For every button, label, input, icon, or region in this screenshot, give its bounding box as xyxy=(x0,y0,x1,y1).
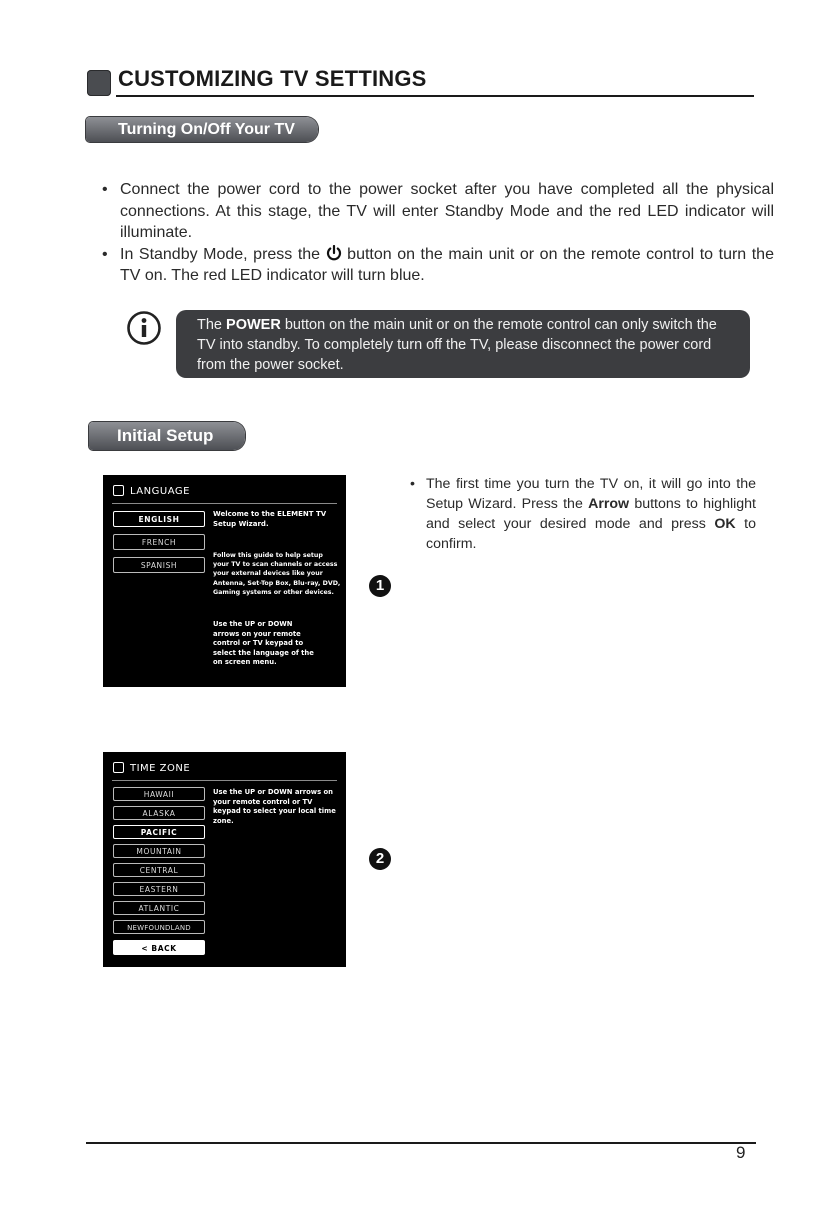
note-text-end: button on the main unit or on the remote control can only switch the TV into standby. To completely turn off the TV, please disconnect the power cord from the power socket. xyxy=(197,317,717,373)
bullet-standby-text-start: In Standby Mode, press the xyxy=(120,245,321,263)
footer-divider xyxy=(86,1142,756,1144)
language-screen xyxy=(103,475,346,687)
setup-text-2: buttons to highlight and select your desired mode and press xyxy=(426,496,756,532)
welcome-text: Welcome to the ELEMENT TV Setup Wizard. xyxy=(213,510,327,528)
page-title: CUSTOMIZING TV SETTINGS xyxy=(118,66,427,91)
note-power-keyword: POWER xyxy=(226,317,281,333)
bullet-standby-text-end: button on the main unit or on the remote control to turn the TV on. The red LED indicator will turn blue. xyxy=(120,245,774,284)
power-icon xyxy=(326,245,342,261)
option-mountain[interactable]: MOUNTAIN xyxy=(113,844,205,858)
option-atlantic[interactable]: ATLANTIC xyxy=(113,901,205,915)
bullet-standby-mode xyxy=(102,244,774,287)
language-title-text: LANGUAGE xyxy=(130,486,190,497)
section-tab-initial-setup: Initial Setup xyxy=(89,422,245,450)
timezone-screen xyxy=(103,752,346,967)
bullet-connect-power: • Connect the power cord to the power socket after you have completed all the physical connections. At this stage, the TV will enter Standby Mode and the red LED indicator will illuminate. xyxy=(102,179,774,244)
option-alaska[interactable]: ALASKA xyxy=(113,806,205,820)
arrow-keyword: Arrow xyxy=(588,496,630,512)
timezone-screen-divider xyxy=(112,780,337,781)
option-english[interactable]: ENGLISH xyxy=(113,511,205,527)
header-divider xyxy=(116,95,754,97)
option-pacific[interactable]: PACIFIC xyxy=(113,825,205,839)
timezone-screen-title xyxy=(113,762,190,774)
guide-text: Follow this guide to help setup your TV to scan channels or access your external devices like your Antenna, Set-Top Box, Blu-ray, DVD, Gaming systems or other devices. xyxy=(213,552,341,596)
setup-text-3: to confirm. xyxy=(426,516,757,552)
language-screen-title xyxy=(113,485,190,497)
header-square-icon xyxy=(87,70,111,96)
timezone-title-text: TIME ZONE xyxy=(130,763,191,774)
setup-text-1: The first time you turn the TV on, it will go into the Setup Wizard. Press the xyxy=(426,476,756,512)
option-central[interactable]: CENTRAL xyxy=(113,863,205,877)
back-button[interactable]: < BACK xyxy=(113,940,205,955)
ok-keyword: OK xyxy=(714,516,736,532)
option-spanish[interactable]: SPANISH xyxy=(113,557,205,573)
option-eastern[interactable]: EASTERN xyxy=(113,882,205,896)
step-marker-1: 1 xyxy=(369,575,391,597)
option-french[interactable]: FRENCH xyxy=(113,534,205,550)
step-marker-2: 2 xyxy=(369,848,391,870)
power-instructions xyxy=(102,179,774,287)
checkbox-icon xyxy=(113,485,124,496)
timezone-instruction: Use the UP or DOWN arrows on your remote control or TV keypad to select your local time zone. xyxy=(213,788,336,825)
checkbox-icon xyxy=(113,762,124,773)
page-number: 9 xyxy=(736,1143,746,1162)
power-note xyxy=(176,310,750,378)
note-text-start: The xyxy=(197,317,222,333)
setup-wizard-instructions xyxy=(410,474,756,554)
section-tab-turning-on-off: Turning On/Off Your TV xyxy=(86,117,318,142)
language-instruction: Use the UP or DOWN arrows on your remote control or TV keypad to select the language of the on screen menu. xyxy=(213,620,314,667)
option-newfoundland[interactable]: NEWFOUNDLAND xyxy=(113,920,205,934)
option-hawaii[interactable]: HAWAII xyxy=(113,787,205,801)
info-icon xyxy=(126,310,162,346)
language-screen-divider xyxy=(112,503,337,504)
